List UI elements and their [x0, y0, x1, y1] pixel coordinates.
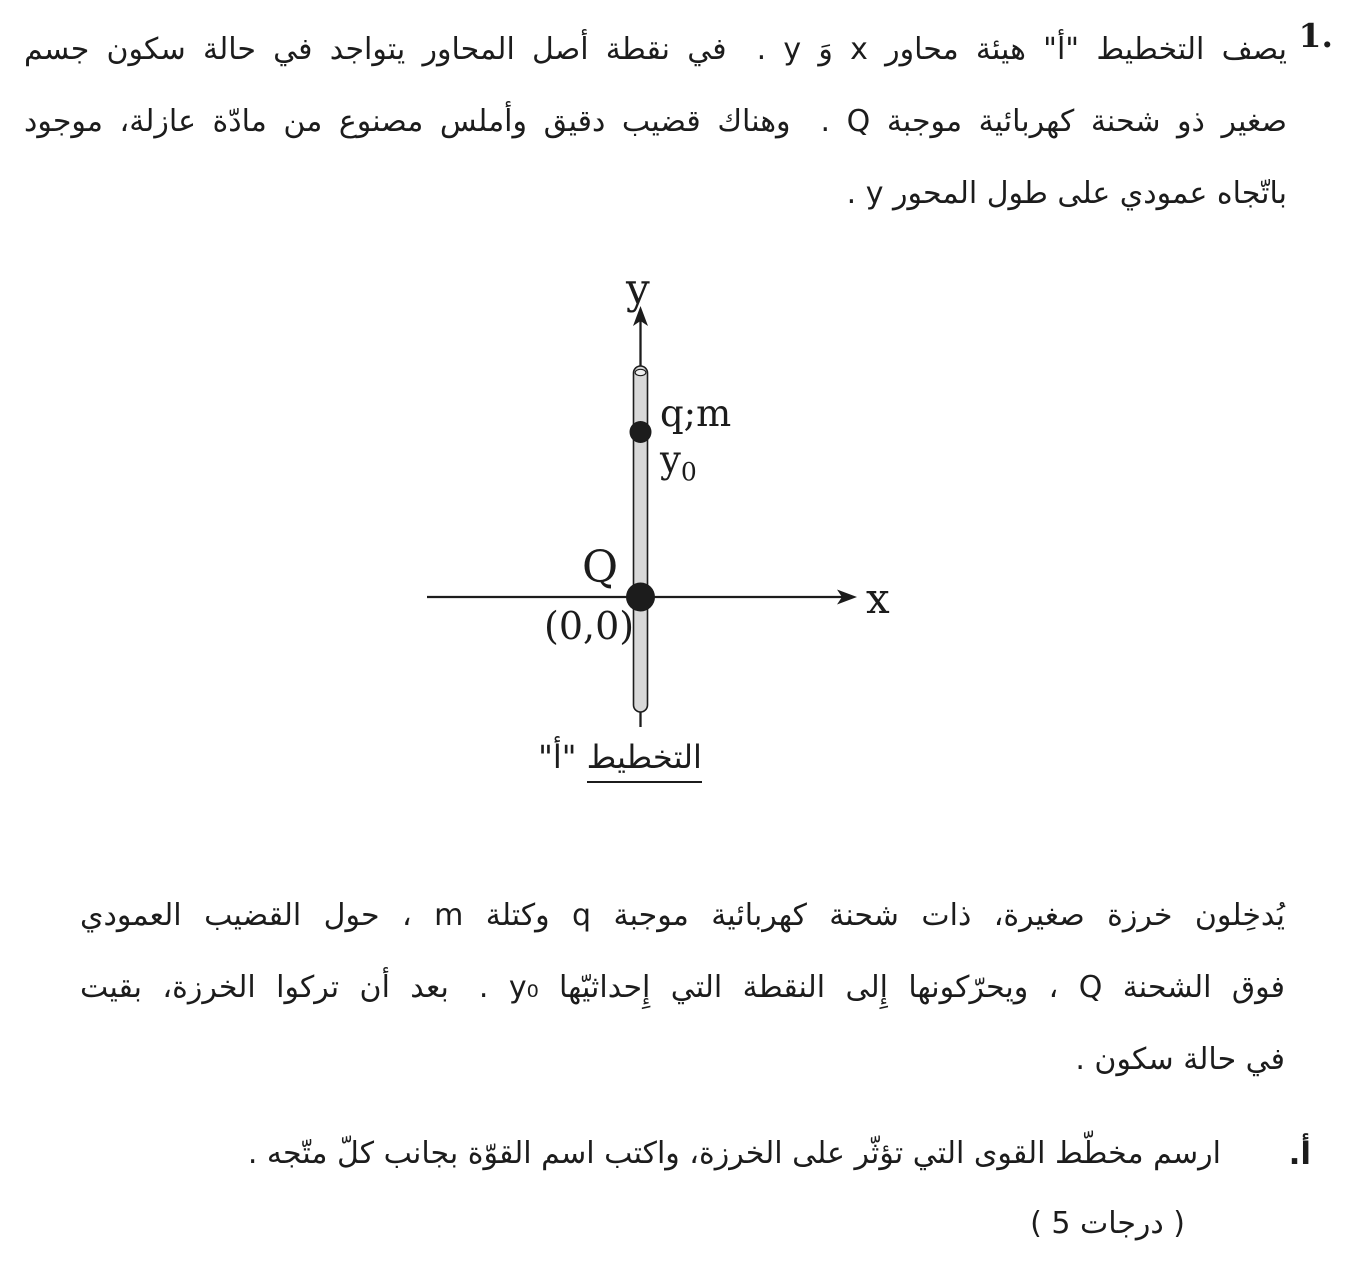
figure-caption-ref: "أ": [538, 738, 577, 776]
part-a-label: أ.: [1288, 1136, 1311, 1172]
origin-coordinates-label: (0,0): [544, 604, 635, 648]
bead-line-1: يُدخِلون خرزة صغيرة، ذات شحنة كهربائية موجبة q وكتلة m ، حول القضيب العمودي: [80, 898, 1285, 933]
intro-line-2: صغير ذو شحنة كهربائية موجبة Q . وهناك قضيب دقيق وأملس مصنوع من مادّة عازلة، موجود: [24, 104, 1288, 139]
intro-paragraph: [24, 14, 1287, 230]
intro-line-3: باتّجاه عمودي على طول المحور y .: [846, 176, 1287, 211]
bead-paragraph: [80, 880, 1285, 1096]
origin-charge-label: Q: [582, 542, 619, 593]
intro-line-1: يصف التخطيط "أ" هيئة محاور x وَ y . في نقطة أصل المحاور يتواجد في حالة سكون جسم: [24, 32, 1288, 67]
figure-caption-word: التخطيط: [587, 738, 702, 783]
axes-rod-drawing: [420, 258, 900, 806]
problem-number: 1.: [1298, 16, 1333, 55]
y-axis-label: y: [626, 264, 650, 313]
bead-dot: [630, 421, 652, 443]
bead-charge-mass-label: q;m: [660, 392, 732, 435]
part-a-points: ( 5 درجات ): [1030, 1206, 1185, 1241]
diagram-a: [420, 258, 900, 806]
bead-position-label: [660, 438, 697, 487]
bead-line-3: في حالة سكون .: [1075, 1042, 1285, 1077]
insulating-rod: [634, 366, 648, 712]
part-a-text: ارسم مخطّط القوى التي تؤثّر على الخرزة، واكتب اسم القوّة بجانب كلّ متّجه .: [247, 1136, 1221, 1171]
figure-caption: [420, 738, 820, 776]
bead-position-base: y: [660, 438, 681, 481]
bead-position-subscript: 0: [680, 457, 697, 487]
x-axis-label: x: [866, 574, 890, 623]
bead-line-2: فوق الشحنة Q ، ويحرّكونها إِلى النقطة التي إِحداثيّها y₀ . بعد أن تركوا الخرزة، بقيت: [80, 970, 1285, 1005]
rod-top-cap: [635, 369, 646, 375]
